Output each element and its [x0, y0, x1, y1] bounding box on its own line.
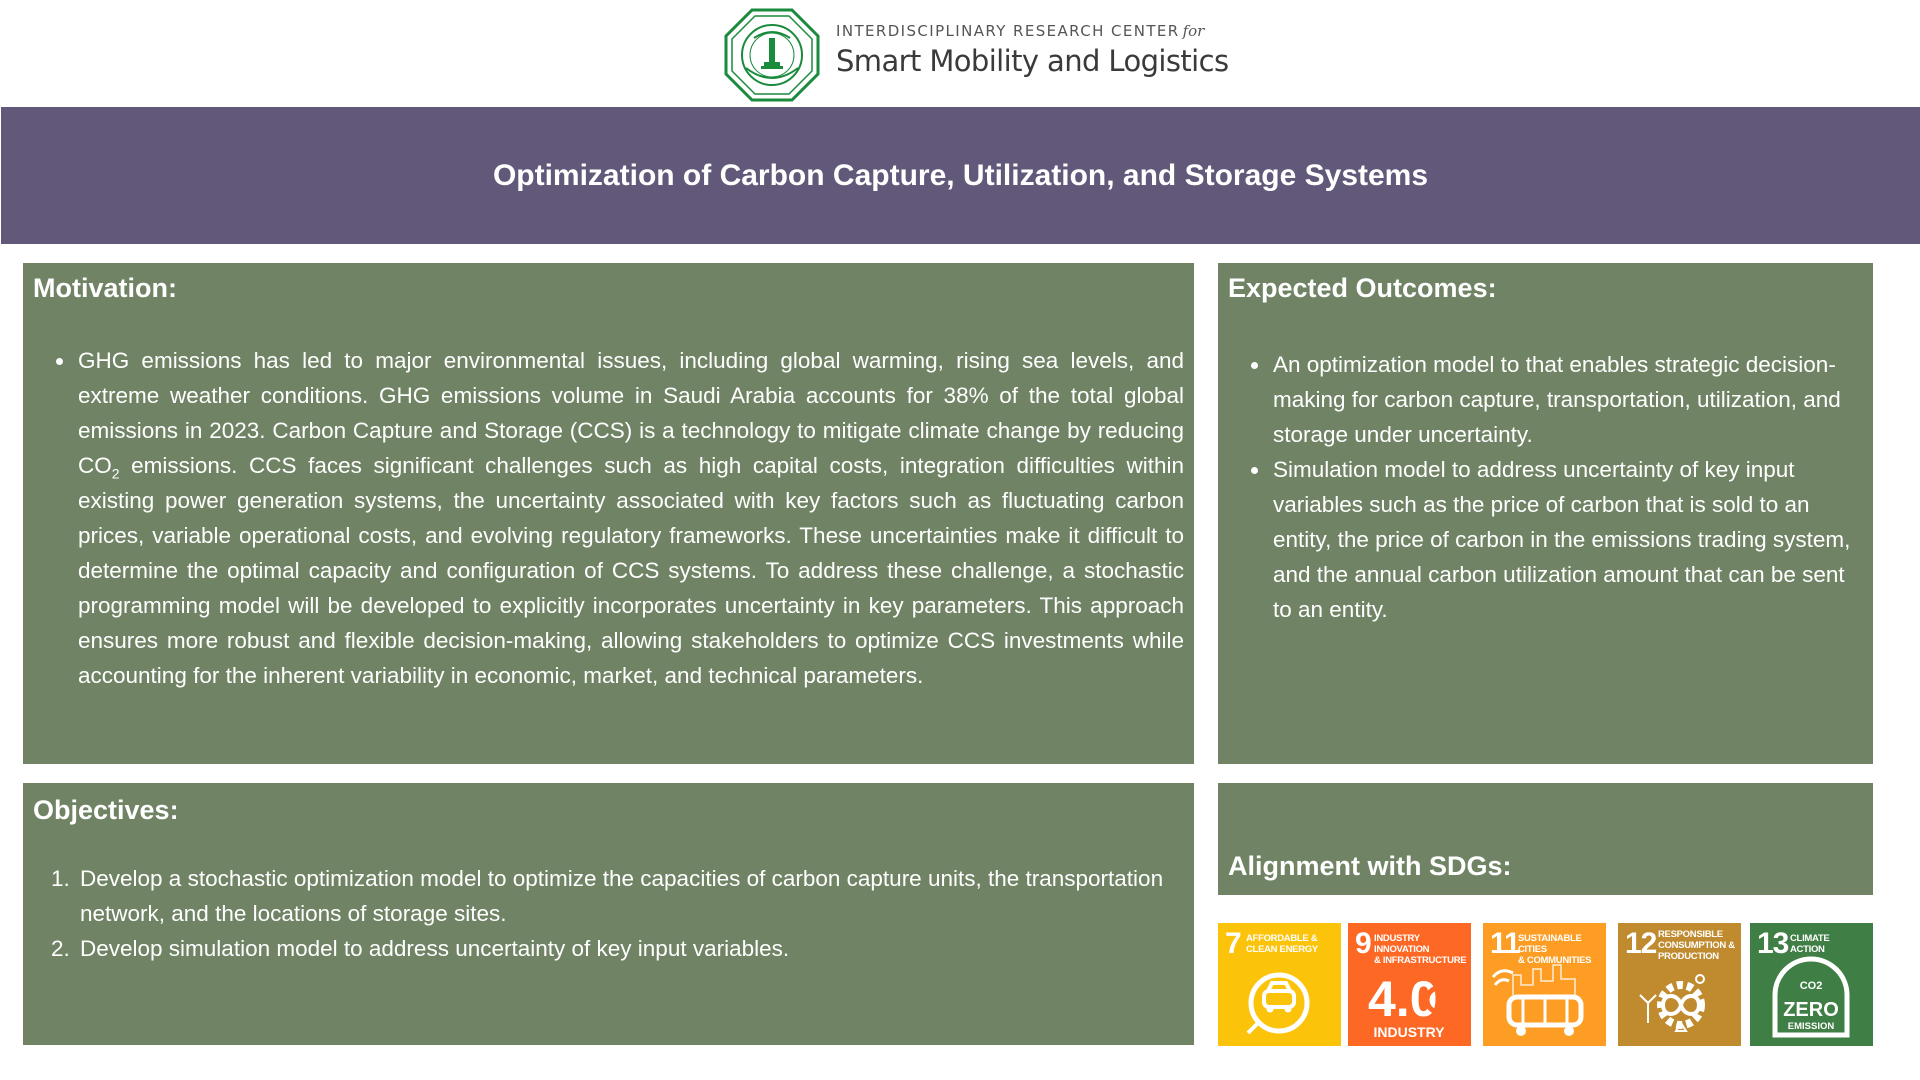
zero-label: ZERO	[1783, 999, 1839, 1021]
center-name-line2: Smart Mobility and Logistics	[836, 44, 1229, 78]
sdg-7-tile	[1218, 923, 1341, 1046]
sdg-12-tile	[1618, 923, 1741, 1046]
sdg-label: SUSTAINABLE CITIES & COMMUNITIES	[1518, 933, 1592, 966]
motivation-list	[76, 343, 1184, 693]
motivation-paragraph: • GHG emissions has led to major environmental issues, including global warming, rising sea levels, and extreme weather conditions. GHG emissions volume in Saudi Arabia accounts for 38% of the total global emissions in 2023. Carbon Capture and Storage (CCS) is a technology to mitigate climate change by reducing $CO_2$ emissions. CCS faces significant challenges such as high capital costs, integration difficulties within existing power generation systems, the uncertainty associated with key factors such as fluctuating carbon prices, variable operational costs, and evolving regulatory frameworks. These uncertainties make it difficult to determine the optimal capacity and configuration of CCS systems. To address these challenge, a stochastic programming model will be developed to explicitly incorporates uncertainty in key parameters. This approach ensures more robust and flexible decision-making, allowing stakeholders to optimize CCS investments while accounting for the inherent variability in economic, market, and technical parameters.	[76, 343, 1184, 693]
title-banner	[1, 107, 1920, 244]
motivation-heading: Motivation:	[33, 273, 177, 303]
sdg-number: 11	[1490, 927, 1520, 960]
objectives-heading: Objectives:	[33, 795, 179, 825]
page-header	[0, 0, 1920, 106]
poster-title: Optimization of Carbon Capture, Utilization, and Storage Systems	[492, 158, 1429, 192]
sdg-heading: Alignment with SDGs:	[1228, 851, 1512, 881]
objectives-panel	[23, 783, 1194, 1045]
outcomes-heading: Expected Outcomes:	[1228, 273, 1497, 303]
center-name-line1: INTERDISCIPLINARY RESEARCH CENTER for	[836, 22, 1205, 40]
motivation-panel	[23, 263, 1194, 764]
outcome-item: • Simulation model to address uncertainty of key input variables such as the price of carbon that is sold to an entity, the price of carbon in the emissions trading system, and the annual carbon utilization amount that can be sent to an entity.	[1271, 452, 1856, 627]
sdg-number: 13	[1757, 927, 1789, 960]
sdg-label: CLIMATE ACTION	[1790, 933, 1830, 955]
plug-car-icon	[1218, 923, 1341, 1046]
co2-label: CO2	[1799, 980, 1823, 992]
sdg-label: AFFORDABLE & CLEAN ENERGY	[1246, 933, 1318, 955]
objective-item: 1. Develop a stochastic optimization model to optimize the capacities of carbon capture units, the transportation network, and the locations of storage sites.	[76, 861, 1176, 931]
smart-bus-icon	[1483, 923, 1606, 1046]
sdg-tiles	[1218, 923, 1873, 1046]
objective-item: 2. Develop simulation model to address uncertainty of key input variables.	[76, 931, 1176, 966]
sdg-number: 9	[1355, 927, 1371, 960]
university-seal-logo	[724, 8, 820, 102]
zero-emission-icon	[1750, 923, 1873, 1046]
outcome-item: • An optimization model to that enables strategic decision-making for carbon capture, transportation, utilization, and storage under uncertainty.	[1271, 347, 1856, 452]
industry-label: INDUSTRY	[1373, 1024, 1445, 1040]
sdg-9-tile	[1348, 923, 1471, 1046]
sdg-label: RESPONSIBLE CONSUMPTION & PRODUCTION	[1658, 929, 1735, 962]
sdg-13-tile	[1750, 923, 1873, 1046]
sdg-label: INDUSTRY INNOVATION & INFRASTRUCTURE	[1374, 933, 1467, 966]
research-center-name	[836, 22, 1228, 78]
sdg-panel	[1218, 783, 1873, 895]
outcomes-list	[1271, 347, 1856, 627]
svg-text:4.0: 4.0	[1368, 971, 1438, 1027]
expected-outcomes-panel	[1218, 263, 1873, 764]
sdg-number: 7	[1225, 927, 1241, 960]
sdg-11-tile	[1483, 923, 1606, 1046]
sdg-number: 12	[1625, 927, 1657, 960]
infinity-gear-icon	[1618, 923, 1741, 1046]
emission-label: EMISSION	[1787, 1021, 1835, 1032]
objectives-list	[76, 861, 1176, 966]
industry-4-icon	[1348, 923, 1471, 1046]
